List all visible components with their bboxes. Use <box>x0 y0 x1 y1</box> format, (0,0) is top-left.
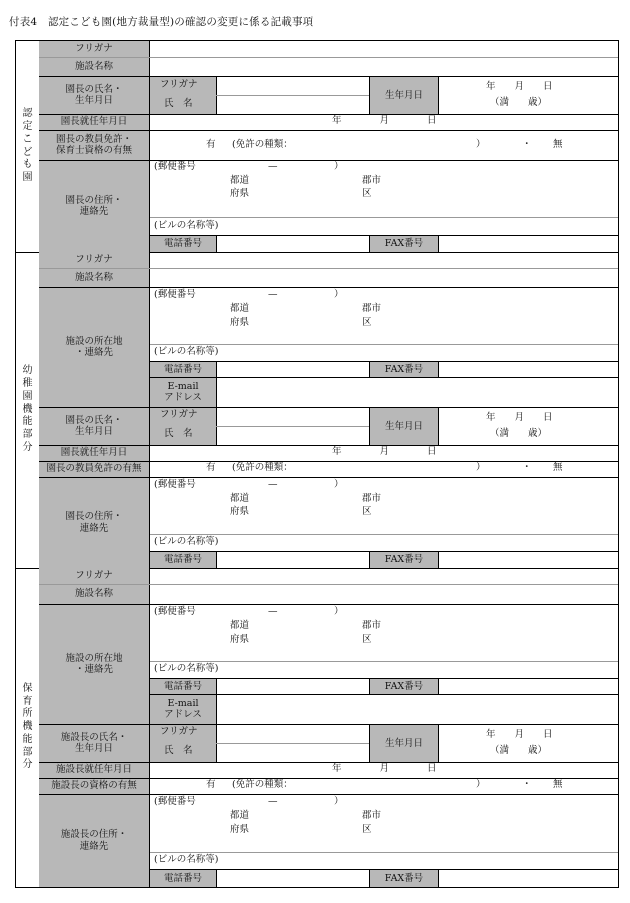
postal-label: (郵便番号 <box>154 796 196 807</box>
menkyo-type-label: (免許の種類： <box>232 139 293 150</box>
close-paren: ） <box>476 139 486 150</box>
youchien-encho-name-field[interactable] <box>217 427 369 445</box>
label-line: 園長の教員免許・ <box>55 133 132 145</box>
youchien-tel-field[interactable] <box>217 362 369 377</box>
label-line: 園長の氏名・ <box>65 414 123 426</box>
seinengappi-label: 生年月日 <box>370 725 438 762</box>
fax-label: FAX番号 <box>370 679 438 694</box>
youchien-shisetsu-label: 施設名称 <box>74 271 113 283</box>
fax-label: FAX番号 <box>370 362 438 377</box>
fuken-label: 府県 <box>230 824 250 835</box>
hoikusho-shicho-tel-field[interactable] <box>217 870 369 887</box>
label-line: 保育士資格の有無 <box>55 145 132 156</box>
fuken-label: 府県 <box>230 188 250 199</box>
section-kodomoen <box>16 41 39 252</box>
seinengappi-label: 生年月日 <box>370 77 438 114</box>
kodomoen-shisetsu-label: 施設名称 <box>74 60 113 72</box>
postal-close: ） <box>334 479 344 490</box>
furigana-label: フリガナ <box>160 726 198 737</box>
kodomoen-furigana-field[interactable] <box>150 41 617 57</box>
hoikusho-shisetsu-field[interactable] <box>150 585 617 604</box>
section-youchien-label: 幼稚園機能部分 <box>22 365 33 453</box>
postal-dash: — <box>268 479 278 490</box>
gunshi-label: 郡市 <box>362 620 382 631</box>
label-line: アドレス <box>164 391 202 403</box>
ari-option[interactable]: 有 <box>206 462 216 473</box>
kodomoen-furigana-label: フリガナ <box>75 43 113 55</box>
seinengappi-label: 生年月日 <box>370 408 438 445</box>
kodomoen-tel-field[interactable] <box>217 236 369 252</box>
ku-label: 区 <box>362 317 372 328</box>
todo-label: 都道 <box>230 810 250 821</box>
youchien-encho-tel-field[interactable] <box>217 552 369 568</box>
label-line: E-mail <box>167 380 199 392</box>
email-label <box>150 378 216 407</box>
kodomoen-menkyo-label <box>39 130 149 160</box>
kodomoen-shunin-label: 園長就任年月日 <box>60 116 128 128</box>
dot-separator: ・ <box>522 462 532 473</box>
label-line: 施設の所在地 <box>65 652 123 664</box>
label-line: 園長の住所・ <box>65 194 123 206</box>
label-line: ・連絡先 <box>74 347 113 358</box>
kodomoen-addr-label <box>39 160 149 252</box>
postal-close: ） <box>334 796 344 807</box>
fax-label: FAX番号 <box>370 236 438 252</box>
fuken-label: 府県 <box>230 634 250 645</box>
close-paren: ） <box>476 779 486 790</box>
section-hoikusho-label: 保育所機能部分 <box>22 682 33 771</box>
youchien-email-field[interactable] <box>217 378 617 407</box>
hoikusho-fax-field[interactable] <box>439 679 617 694</box>
hoikusho-shicho-fax-field[interactable] <box>439 870 617 887</box>
kodomoen-encho-furigana-field[interactable] <box>217 77 369 95</box>
kodomoen-fax-field[interactable] <box>439 236 617 252</box>
section-kodomoen-label: 認定こども園 <box>22 108 33 184</box>
fax-label: FAX番号 <box>370 552 438 568</box>
youchien-shozai-label <box>39 287 149 407</box>
fax-label: FAX番号 <box>370 870 438 887</box>
youchien-menkyo-label: 園長の教員免許の有無 <box>46 463 142 475</box>
label-line: 連絡先 <box>79 840 109 852</box>
hoikusho-shicho-birthdate[interactable]: 年 月 日 <box>486 729 553 740</box>
hoikusho-furigana-field[interactable] <box>150 569 617 584</box>
youchien-fax-field[interactable] <box>439 362 617 377</box>
kodomoen-encho-birthdate[interactable]: 年 月 日 <box>486 81 553 92</box>
menkyo-type-label: (免許の種類： <box>232 779 293 790</box>
furigana-label: フリガナ <box>160 409 198 420</box>
fuken-label: 府県 <box>230 506 250 517</box>
postal-label: (郵便番号 <box>154 289 196 300</box>
building-label: (ビルの名称等) <box>154 536 219 547</box>
kodomoen-shunin-date[interactable]: 年 月 日 <box>332 115 437 126</box>
building-label: (ビルの名称等) <box>154 220 219 231</box>
hoikusho-shikaku-label: 施設長の資格の有無 <box>51 780 137 792</box>
shimei-label: 氏 名 <box>164 745 193 756</box>
label-line: 園長の住所・ <box>65 511 123 523</box>
hoikusho-shisetsu-label: 施設名称 <box>74 588 113 600</box>
youchien-shunin-label: 園長就任年月日 <box>60 447 128 459</box>
label-line: 連絡先 <box>79 206 109 217</box>
gunshi-label: 郡市 <box>362 303 382 314</box>
tel-label: 電話番号 <box>150 362 216 377</box>
hoikusho-shicho-name-label <box>39 724 149 762</box>
building-label: (ビルの名称等) <box>154 346 219 357</box>
ku-label: 区 <box>362 824 372 835</box>
shimei-label: 氏 名 <box>164 98 193 109</box>
todo-label: 都道 <box>230 620 250 631</box>
todo-label: 都道 <box>230 493 250 504</box>
building-label: (ビルの名称等) <box>154 663 219 674</box>
postal-label: (郵便番号 <box>154 606 196 617</box>
hoikusho-tel-field[interactable] <box>217 679 369 694</box>
close-paren: ） <box>476 462 486 473</box>
youchien-shisetsu-field[interactable] <box>150 269 617 287</box>
todo-label: 都道 <box>230 303 250 314</box>
postal-label: (郵便番号 <box>154 479 196 490</box>
label-line: 生年月日 <box>74 743 113 754</box>
postal-close: ） <box>334 289 344 300</box>
youchien-furigana-field[interactable] <box>150 253 617 268</box>
section-hoikusho <box>16 568 39 887</box>
youchien-addr-label <box>39 477 149 568</box>
dot-separator: ・ <box>522 779 532 790</box>
label-line: E-mail <box>167 697 199 709</box>
postal-label: (郵便番号 <box>154 161 196 172</box>
postal-dash: — <box>268 796 278 807</box>
ku-label: 区 <box>362 506 372 517</box>
hoikusho-furigana-label: フリガナ <box>75 570 113 582</box>
todo-label: 都道 <box>230 175 250 186</box>
youchien-furigana-label: フリガナ <box>75 254 113 266</box>
shimei-label: 氏 名 <box>164 428 193 439</box>
nashi-option[interactable]: 無 <box>553 462 563 473</box>
label-line: 生年月日 <box>74 426 113 437</box>
furigana-label: フリガナ <box>160 79 198 90</box>
youchien-shunin-date[interactable]: 年 月 日 <box>332 446 437 457</box>
postal-dash: — <box>268 606 278 617</box>
tel-label: 電話番号 <box>150 870 216 887</box>
label-line: アドレス <box>164 708 202 720</box>
label-line: 園長の氏名・ <box>65 83 123 95</box>
youchien-encho-name-label <box>39 407 149 445</box>
kodomoen-encho-name-field[interactable] <box>217 96 369 114</box>
label-line: 施設長の氏名・ <box>60 731 128 743</box>
youchien-encho-fax-field[interactable] <box>439 552 617 568</box>
label-line: 連絡先 <box>79 522 109 534</box>
hoikusho-addr-label <box>39 794 149 887</box>
tel-label: 電話番号 <box>150 679 216 694</box>
hoikusho-shicho-name-field[interactable] <box>217 744 369 762</box>
kodomoen-shisetsu-field[interactable] <box>150 58 617 76</box>
label-line: 施設の所在地 <box>65 335 123 347</box>
postal-dash: — <box>268 161 278 172</box>
dot-separator: ・ <box>522 139 532 150</box>
tel-label: 電話番号 <box>150 552 216 568</box>
youchien-encho-age[interactable]: （満 歳） <box>490 428 548 439</box>
gunshi-label: 郡市 <box>362 493 382 504</box>
youchien-encho-birthdate[interactable]: 年 月 日 <box>486 412 553 423</box>
nashi-option[interactable]: 無 <box>553 779 563 790</box>
registration-form <box>15 40 619 888</box>
gunshi-label: 郡市 <box>362 810 382 821</box>
kodomoen-encho-age[interactable]: （満 歳） <box>490 97 548 108</box>
hoikusho-shozai-label <box>39 604 149 724</box>
ku-label: 区 <box>362 634 372 645</box>
hoikusho-shicho-furigana-field[interactable] <box>217 725 369 743</box>
menkyo-type-label: (免許の種類： <box>232 462 293 473</box>
kodomoen-encho-name-label <box>39 76 149 114</box>
label-line: 生年月日 <box>74 95 113 106</box>
gunshi-label: 郡市 <box>362 175 382 186</box>
ari-option[interactable]: 有 <box>206 139 216 150</box>
postal-close: ） <box>334 161 344 172</box>
email-label <box>150 695 216 724</box>
building-label: (ビルの名称等) <box>154 854 219 865</box>
nashi-option[interactable]: 無 <box>553 139 563 150</box>
postal-close: ） <box>334 606 344 617</box>
fuken-label: 府県 <box>230 317 250 328</box>
postal-dash: — <box>268 289 278 300</box>
hoikusho-email-field[interactable] <box>217 695 617 724</box>
label-line: 施設長の住所・ <box>60 829 128 841</box>
page-title: 付表4 認定こども園(地方裁量型)の確認の変更に係る記載事項 <box>9 16 314 28</box>
label-line: ・連絡先 <box>74 664 113 675</box>
youchien-encho-furigana-field[interactable] <box>217 408 369 426</box>
hoikusho-shunin-label: 施設長就任年月日 <box>55 764 132 776</box>
tel-label: 電話番号 <box>150 236 216 252</box>
ari-option[interactable]: 有 <box>206 779 216 790</box>
ku-label: 区 <box>362 188 372 199</box>
hoikusho-shicho-age[interactable]: （満 歳） <box>490 745 548 756</box>
hoikusho-shunin-date[interactable]: 年 月 日 <box>332 763 437 774</box>
section-youchien <box>16 252 39 568</box>
